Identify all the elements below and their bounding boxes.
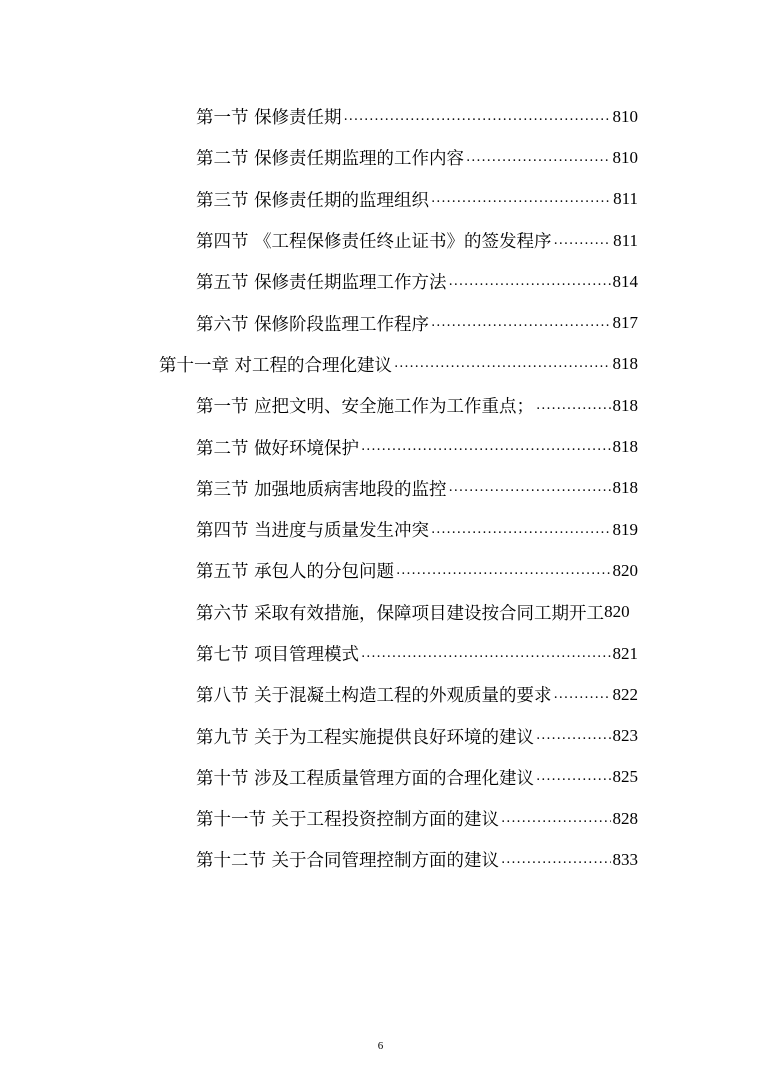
toc-entry-title: 第十一章 对工程的合理化建议 (159, 355, 393, 376)
table-of-contents (0, 96, 761, 881)
toc-entry-title: 第九节 关于为工程实施提供良好环境的建议 (196, 727, 535, 748)
toc-entry-page: 821 (612, 643, 638, 663)
toc-entry-title: 第四节 《工程保修责任终止证书》的签发程序 (196, 232, 552, 253)
toc-dot-leader (501, 849, 610, 871)
toc-dot-leader (536, 766, 610, 788)
page-footer-number: 6 (377, 1040, 384, 1052)
toc-entry[interactable] (196, 302, 638, 343)
toc-entry[interactable] (196, 592, 638, 633)
toc-entry-title: 第十一节 关于工程投资控制方面的建议 (196, 810, 500, 831)
toc-entry-page: 819 (612, 519, 638, 539)
toc-entry[interactable] (196, 385, 638, 426)
toc-entry-title: 第十节 涉及工程质量管理方面的合理化建议 (196, 768, 535, 789)
toc-entry[interactable] (196, 137, 638, 178)
toc-entry-title: 第四节 当进度与质量发生冲突 (196, 521, 430, 542)
toc-dot-leader (431, 312, 610, 334)
toc-entry-page: 818 (612, 395, 638, 415)
toc-dot-leader (466, 147, 610, 169)
toc-entry[interactable] (196, 839, 638, 880)
toc-entry-title: 第一节 保修责任期 (196, 108, 342, 129)
toc-entry-title: 第五节 承包人的分包问题 (196, 562, 395, 583)
toc-entry-page: 817 (612, 313, 638, 333)
toc-entry[interactable] (196, 426, 638, 467)
toc-entry-title: 第六节 保修阶段监理工作程序 (196, 314, 430, 335)
toc-entry[interactable] (196, 220, 638, 261)
toc-entry-page: 818 (612, 478, 638, 498)
toc-chapter-entry[interactable] (159, 344, 638, 385)
toc-entry-page: 825 (612, 767, 638, 787)
toc-entry-page: 822 (612, 684, 638, 704)
toc-entry-page: 833 (612, 849, 638, 869)
toc-entry-page: 810 (612, 106, 638, 126)
toc-dot-leader (361, 436, 610, 458)
toc-entry[interactable] (196, 179, 638, 220)
toc-entry-title: 第十二节 关于合同管理控制方面的建议 (196, 851, 500, 872)
toc-entry-title: 第七节 项目管理模式 (196, 645, 360, 665)
toc-dot-leader (396, 560, 610, 582)
toc-entry-title: 第一节 应把文明、安全施工作为工作重点； (196, 397, 535, 418)
toc-entry[interactable] (196, 715, 638, 756)
toc-dot-leader (394, 353, 610, 375)
toc-entry-page: 823 (612, 726, 638, 746)
toc-dot-leader (431, 519, 610, 541)
toc-dot-leader (449, 477, 611, 499)
toc-dot-leader (344, 106, 611, 128)
toc-dot-leader (431, 188, 611, 210)
toc-entry[interactable] (196, 757, 638, 798)
toc-entry-page: 810 (612, 147, 638, 167)
toc-entry-title: 第五节 保修责任期监理工作方法 (196, 273, 447, 294)
toc-entry[interactable] (196, 261, 638, 302)
toc-dot-leader (501, 808, 610, 830)
toc-entry[interactable] (196, 550, 638, 591)
toc-entry-title: 第三节 保修责任期的监理组织 (196, 190, 430, 211)
toc-entry[interactable] (196, 674, 638, 715)
toc-entry-page: 811 (613, 230, 638, 250)
toc-dot-leader (449, 271, 611, 293)
toc-entry-page: 818 (612, 437, 638, 457)
toc-dot-leader (361, 643, 610, 665)
toc-entry-title: 第三节 加强地质病害地段的监控 (196, 479, 447, 500)
toc-dot-leader (554, 230, 612, 252)
toc-entry-page: 820 (612, 560, 638, 580)
toc-entry[interactable] (196, 96, 638, 137)
toc-entry[interactable] (196, 509, 638, 550)
toc-entry-page: 811 (613, 189, 638, 209)
toc-dot-leader (536, 725, 610, 747)
toc-entry-page: 818 (612, 354, 638, 374)
toc-entry[interactable] (196, 798, 638, 839)
toc-entry-page: 828 (612, 808, 638, 828)
toc-entry[interactable] (196, 633, 638, 674)
toc-entry-title: 第六节 采取有效措施，保障项目建设按合同工期开工 (196, 603, 605, 624)
toc-entry-page: 814 (612, 271, 638, 291)
toc-entry-title: 第八节 关于混凝土构造工程的外观质量的要求 (196, 686, 552, 707)
toc-dot-leader (536, 395, 610, 417)
toc-entry[interactable] (196, 468, 638, 509)
toc-entry-page: 820 (604, 602, 630, 622)
toc-dot-leader (554, 684, 611, 706)
toc-entry-title: 第二节 做好环境保护 (196, 438, 360, 459)
toc-entry-title: 第二节 保修责任期监理的工作内容 (196, 149, 465, 170)
